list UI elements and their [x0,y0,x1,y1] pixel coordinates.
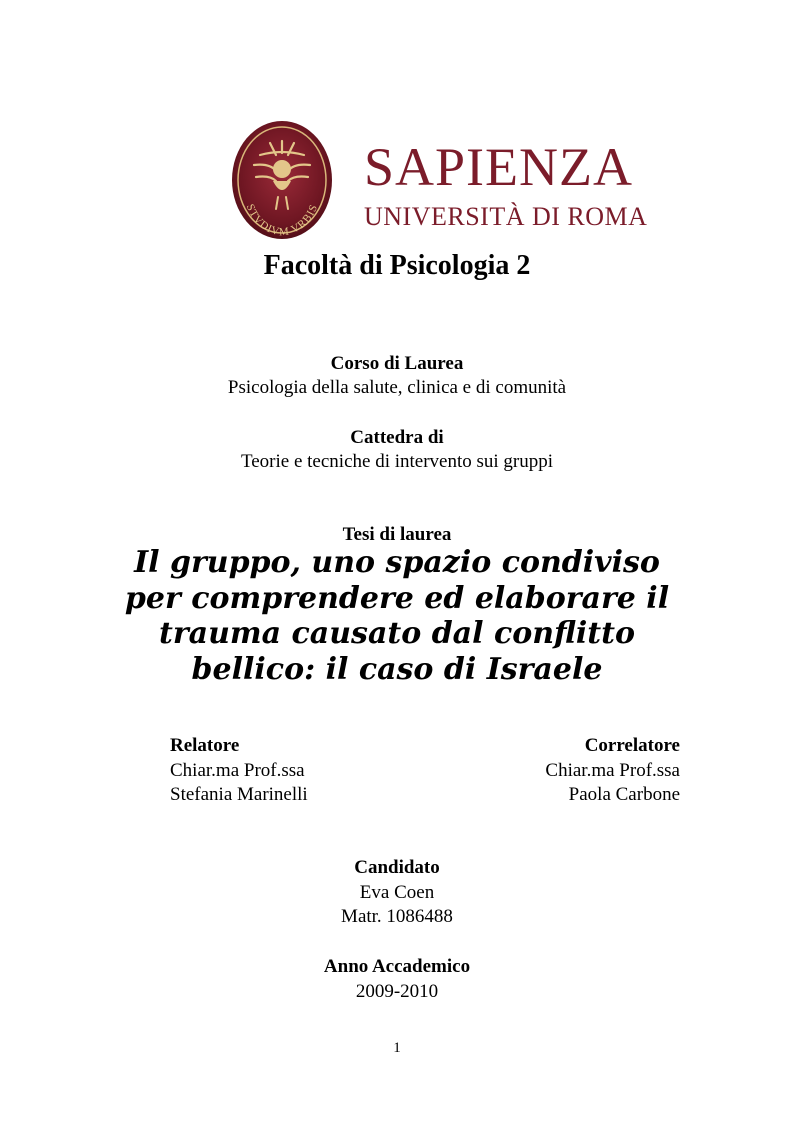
candidate-block [0,856,794,930]
correlatore-title: Chiar.ma Prof.ssa [545,759,680,781]
university-logo [228,118,648,242]
candidate-matr: Matr. 1086488 [341,906,453,927]
page-number: 1 [393,1040,401,1056]
correlatore-block [545,734,680,808]
candidate-name: Eva Coen [359,881,435,903]
university-wordmark [364,137,648,232]
relatore-title: Chiar.ma Prof.ssa [170,759,305,781]
thesis-title-line: trauma causato dal conflitto [159,616,635,651]
thesis-title-line: per comprendere ed elaborare il [124,580,670,616]
relatore-heading: Relatore [170,735,240,756]
svg-text:STVDIVM VRBIS: STVDIVM VRBIS [243,202,321,239]
course-heading: Corso di Laurea [330,353,464,374]
university-name: SAPIENZA [364,137,634,197]
correlatore-heading: Correlatore [584,735,680,756]
candidate-heading: Candidato [354,857,440,878]
university-seal-icon [230,119,334,241]
academic-year-value: 2009-2010 [355,980,439,1002]
course-value: Psicologia della salute, clinica e di comunità [227,377,567,398]
correlatore-name: Paola Carbone [568,784,680,805]
thesis-title-line: Il gruppo, uno spazio condiviso [134,545,660,580]
academic-year-block [0,955,794,1004]
university-subtitle: UNIVERSITÀ DI ROMA [364,202,648,231]
thesis-title [120,545,674,687]
chair-value: Teorie e tecniche di intervento sui gruppi [240,451,554,472]
relatore-name: Stefania Marinelli [170,784,308,805]
thesis-title-line: bellico: il caso di Israele [191,651,603,687]
thesis-heading: Tesi di laurea [342,524,452,545]
relatore-block [170,734,308,808]
chair-heading: Cattedra di [350,427,444,448]
faculty-title: Facoltà di Psicologia 2 [263,250,531,281]
academic-year-heading: Anno Accademico [323,956,471,977]
